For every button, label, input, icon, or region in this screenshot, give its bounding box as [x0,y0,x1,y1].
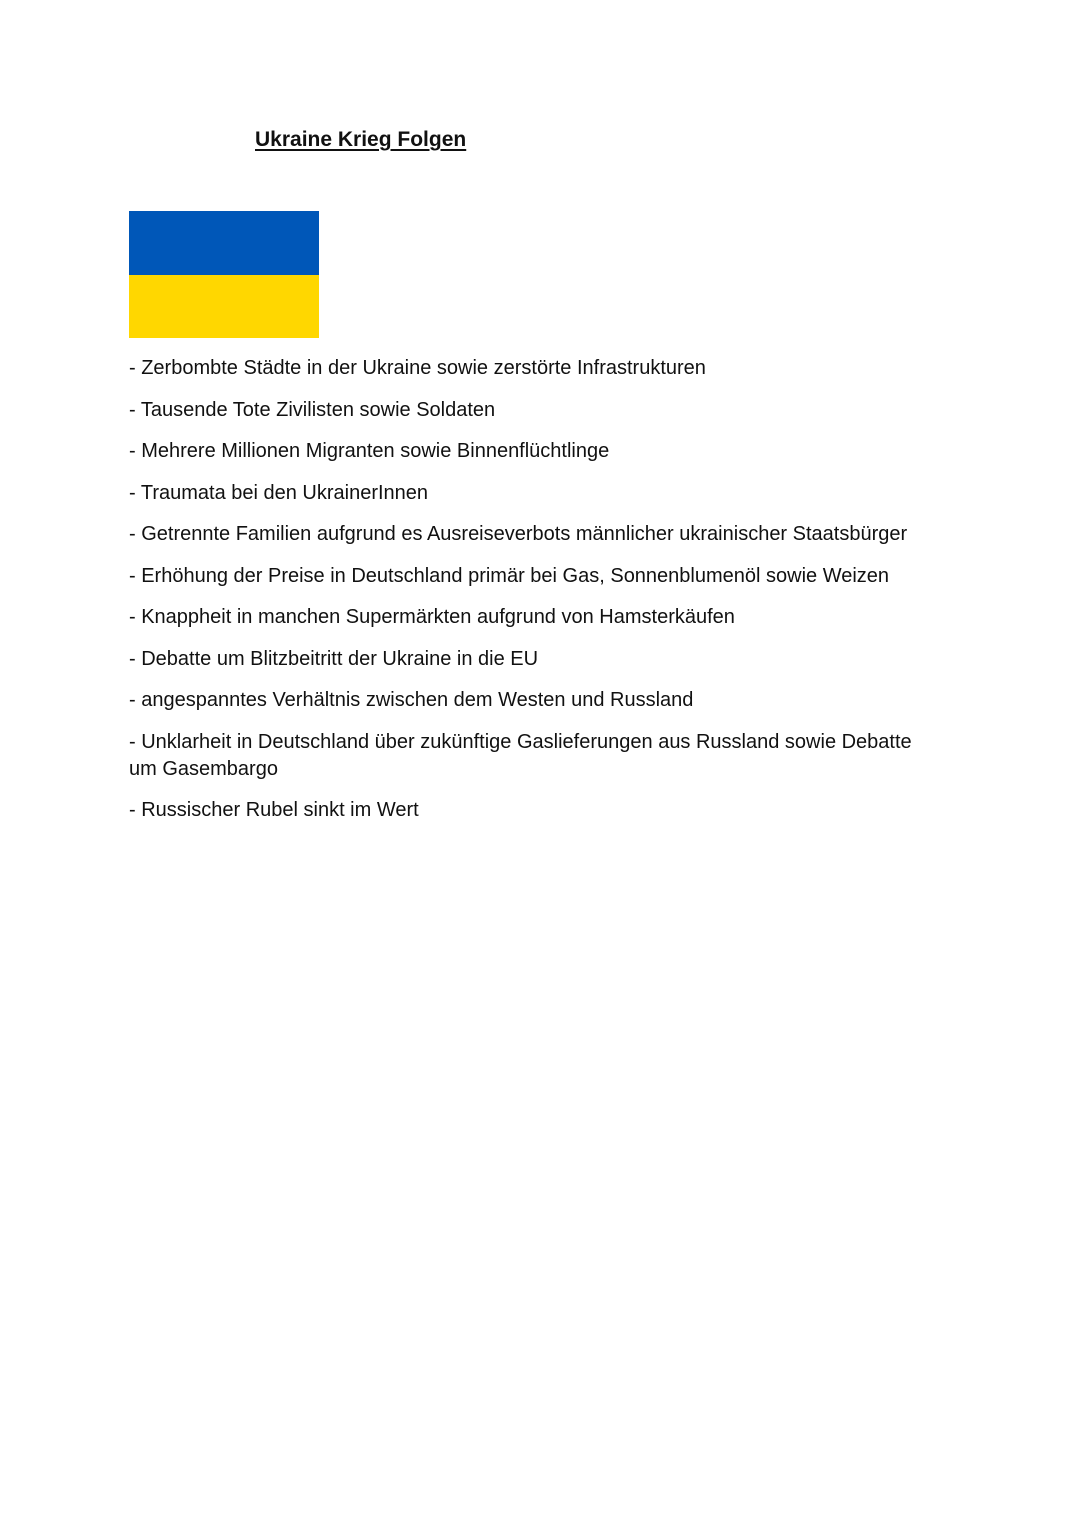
list-item: - Zerbombte Städte in der Ukraine sowie zerstörte Infrastrukturen [129,357,706,379]
ukraine-flag-image [129,211,319,338]
list-item: - Erhöhung der Preise in Deutschland primär bei Gas, Sonnenblumenöl sowie Weizen [129,564,890,587]
document-title: Ukraine Krieg Folgen [255,128,467,151]
list-item: - Tausende Tote Zivilisten sowie Soldaten [129,398,496,421]
flag-bottom-stripe [129,275,319,339]
list-item: - Russischer Rubel sinkt im Wert [129,799,419,821]
list-item: - Getrennte Familien aufgrund es Ausreiseverbots männlicher ukrainischer Staatsbürger [129,523,908,545]
list-item: - Traumata bei den UkrainerInnen [129,481,429,504]
list-item: - Unklarheit in Deutschland über zukünftige Gaslieferungen aus Russland sowie Debatte um Gasembargo [129,730,912,780]
consequences-list [129,355,929,839]
flag-top-stripe [129,211,319,275]
list-item: - angespanntes Verhältnis zwischen dem Westen und Russland [129,689,694,711]
list-item: - Debatte um Blitzbeitritt der Ukraine in die EU [129,647,539,670]
list-item: - Mehrere Millionen Migranten sowie Binnenflüchtlinge [129,440,610,462]
list-item: - Knappheit in manchen Supermärkten aufgrund von Hamsterkäufen [129,606,735,628]
